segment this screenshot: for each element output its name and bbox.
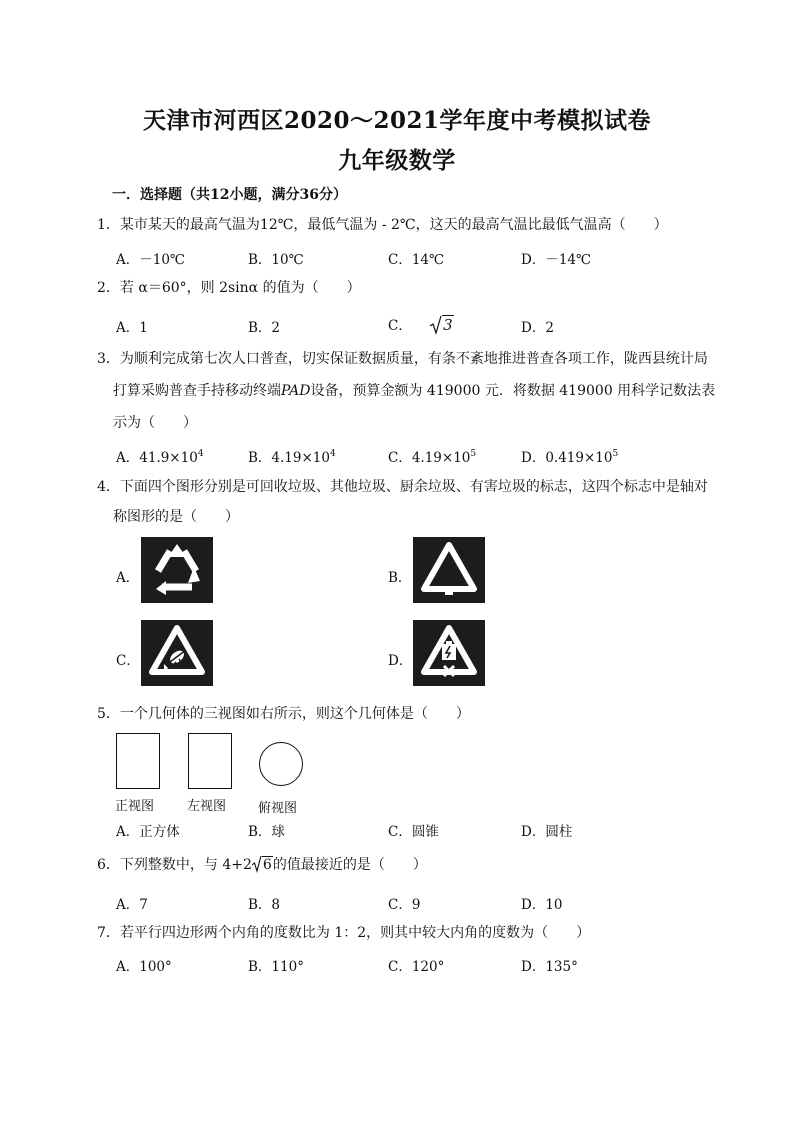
stem-text: 的值最接近的是（ ） bbox=[272, 857, 427, 873]
q6-option-c: C．9 bbox=[388, 897, 421, 913]
q2-option-b: B．2 bbox=[248, 320, 281, 336]
question-number: 6． bbox=[97, 857, 120, 873]
question-stem: 若平行四边形两个内角的度数比为 1：2，则其中较大内角的度数为（ ） bbox=[119, 925, 591, 941]
question-1 bbox=[97, 216, 668, 234]
q6-option-b: B．8 bbox=[248, 897, 281, 913]
q6-option-d: D．10 bbox=[521, 897, 563, 913]
question-number: 1． bbox=[97, 217, 120, 233]
q4-option-c: C． bbox=[116, 653, 140, 669]
sqrt-expression bbox=[252, 855, 273, 874]
question-number: 3． bbox=[97, 351, 120, 367]
option-text: A．41.9×10 bbox=[116, 450, 198, 466]
q5-option-a: A．正方体 bbox=[116, 824, 180, 840]
question-4 bbox=[97, 478, 708, 496]
q7-option-c: C．120° bbox=[388, 959, 445, 975]
question-stem: 一个几何体的三视图如右所示，则这个几何体是（ ） bbox=[119, 706, 470, 722]
question-number: 5． bbox=[97, 706, 120, 722]
radicand: 6 bbox=[262, 857, 272, 873]
left-view-label: 左视图 bbox=[187, 799, 227, 814]
exam-title: 天津市河西区2020～2021学年度中考模拟试卷 bbox=[142, 107, 652, 134]
q4-option-d: D． bbox=[388, 653, 413, 669]
stem-text: 打算采购普查手持移动终端 bbox=[113, 383, 281, 399]
top-view-label: 俯视图 bbox=[258, 801, 298, 816]
section-heading: 一．选择题（共12小题，满分36分） bbox=[112, 187, 347, 203]
stem-text: 下列整数中，与 4+2 bbox=[119, 857, 252, 873]
q5-option-d: D．圆柱 bbox=[521, 824, 573, 840]
option-text: D．0.419×10 bbox=[521, 450, 613, 466]
stem-term: PAD bbox=[281, 383, 311, 399]
question-stem: 若 α＝60°，则 2sinα 的值为（ ） bbox=[119, 280, 361, 296]
question-number: 2． bbox=[97, 280, 120, 296]
recyclable-waste-icon bbox=[141, 537, 213, 603]
q3-option-c bbox=[388, 446, 476, 466]
q2-option-c bbox=[388, 314, 454, 335]
question-stem: 某市某天的最高气温为12℃，最低气温为 - 2℃，这天的最高气温比最低气温高（ ） bbox=[119, 217, 668, 233]
q6-option-a: A．7 bbox=[116, 897, 148, 913]
question-3-line2 bbox=[113, 382, 715, 400]
q1-option-c: C．14℃ bbox=[388, 252, 445, 268]
q5-option-b: B．球 bbox=[248, 824, 285, 840]
hazardous-waste-icon bbox=[413, 620, 485, 686]
option-text: C．4.19×10 bbox=[388, 450, 471, 466]
left-view-rectangle bbox=[188, 733, 232, 789]
question-number: 4． bbox=[97, 479, 120, 495]
option-exponent: 5 bbox=[470, 449, 477, 459]
option-exponent: 4 bbox=[329, 449, 336, 459]
radical-sign-icon bbox=[430, 315, 442, 335]
other-waste-icon bbox=[413, 537, 485, 603]
top-view-circle bbox=[259, 742, 303, 786]
q1-option-b: B．10℃ bbox=[248, 252, 304, 268]
kitchen-waste-icon bbox=[141, 620, 213, 686]
option-exponent: 5 bbox=[612, 449, 619, 459]
option-label: C． bbox=[388, 318, 412, 334]
front-view-rectangle bbox=[116, 733, 160, 789]
radical-sign-icon bbox=[252, 855, 262, 873]
stem-text: 设备，预算金额为 419000 元．将数据 419000 用科学记数法表 bbox=[310, 383, 716, 399]
question-number: 7． bbox=[97, 925, 120, 941]
q2-option-a: A．1 bbox=[116, 320, 148, 336]
radicand: 3 bbox=[443, 316, 453, 334]
question-stem-line1: 为顺利完成第七次人口普查，切实保证数据质量，有条不紊地推进普查各项工作，陇西县统计局 bbox=[119, 351, 708, 367]
front-view-label: 正视图 bbox=[115, 799, 155, 814]
q3-option-a bbox=[116, 446, 204, 466]
q7-option-a: A．100° bbox=[116, 959, 172, 975]
option-exponent: 4 bbox=[197, 449, 204, 459]
q4-option-b: B． bbox=[388, 570, 412, 586]
q4-option-a: A． bbox=[116, 570, 140, 586]
q5-option-c: C．圆锥 bbox=[388, 824, 439, 840]
question-2 bbox=[97, 279, 361, 297]
q7-option-d: D．135° bbox=[521, 959, 578, 975]
q2-option-d: D．2 bbox=[521, 320, 554, 336]
question-3-line3: 示为（ ） bbox=[113, 415, 197, 431]
question-5 bbox=[97, 705, 470, 723]
q7-option-b: B．110° bbox=[248, 959, 304, 975]
q3-option-d bbox=[521, 446, 618, 466]
sqrt-expression bbox=[430, 315, 454, 335]
question-4-line2: 称图形的是（ ） bbox=[113, 509, 239, 525]
question-6 bbox=[97, 855, 427, 874]
q1-option-d: D．－14℃ bbox=[521, 252, 592, 268]
q1-option-a: A．－10℃ bbox=[116, 252, 186, 268]
exam-subtitle: 九年级数学 bbox=[338, 147, 456, 174]
question-3 bbox=[97, 350, 708, 368]
question-7 bbox=[97, 924, 590, 942]
question-stem-line1: 下面四个图形分别是可回收垃圾、其他垃圾、厨余垃圾、有害垃圾的标志，这四个标志中是轴对 bbox=[119, 479, 708, 495]
option-text: B．4.19×10 bbox=[248, 450, 330, 466]
q3-option-b bbox=[248, 446, 336, 466]
